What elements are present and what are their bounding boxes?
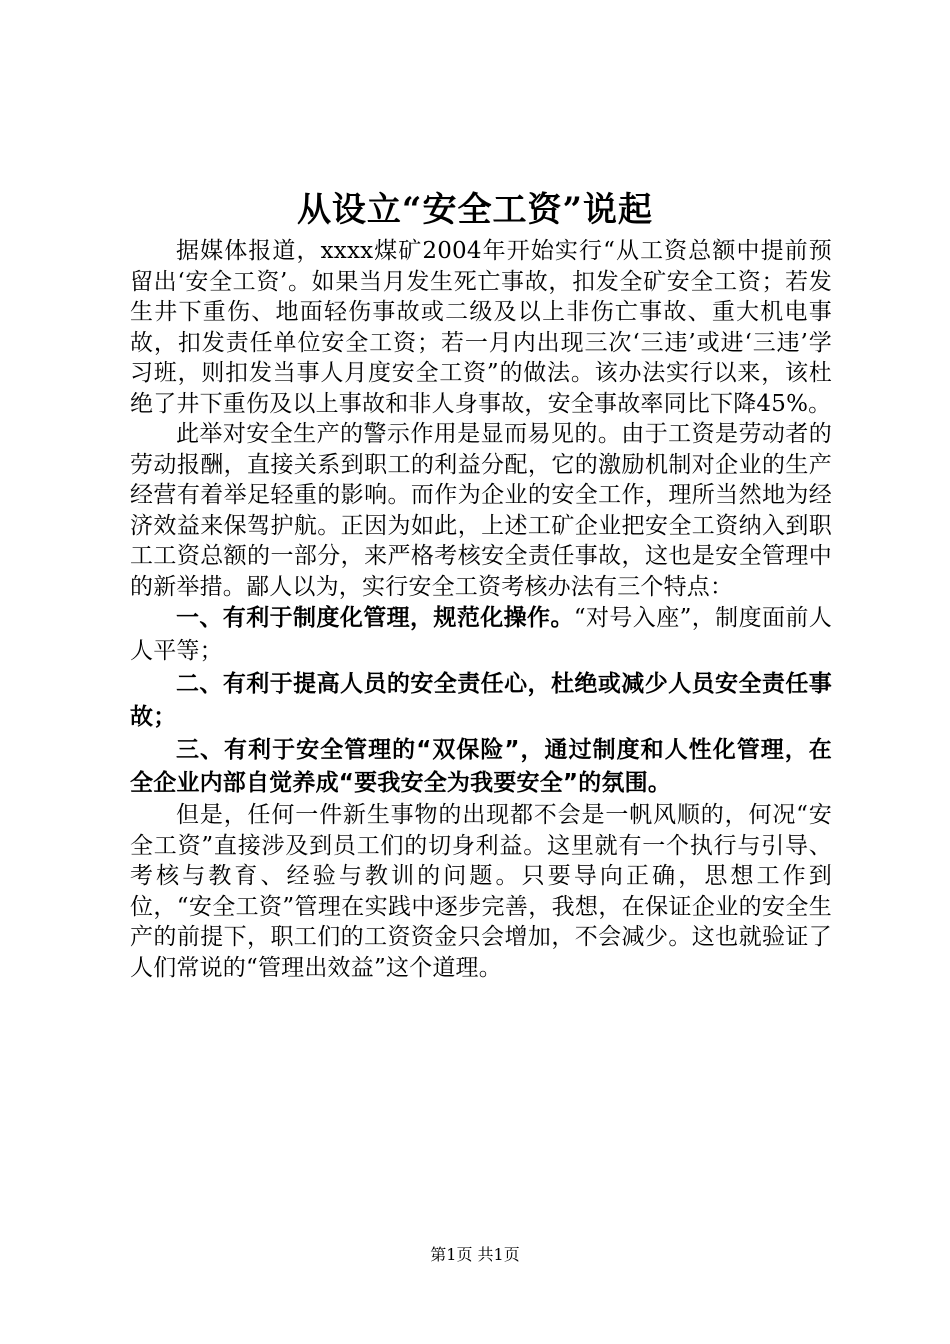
paragraph-intro: 据媒体报道，xxxx煤矿2004年开始实行“从工资总额中提前预留出‘安全工资’。如果当月发生死亡事故，扣发全矿安全工资；若发生井下重伤、地面轻伤事故或二级及以上非伤亡事故、重大机电事故，扣发责任单位安全工资；若一月内出现三次‘三违’或进‘三违’学习班，则扣发当事人月度安全工资”的做法。该办法实行以来，该杜绝了井下重伤及以上事故和非人身事故，安全事故率同比下降45%。 bbox=[130, 238, 832, 417]
document-body bbox=[130, 236, 832, 983]
point-one-heading: 一、有利于制度化管理，规范化操作。 bbox=[176, 605, 574, 631]
paragraph-conclusion: 但是，任何一件新生事物的出现都不会是一帆风顺的，何况“安全工资”直接涉及到员工们的切身利益。这里就有一个执行与引导、考核与教育、经验与教训的问题。只要导向正确，思想工作到位，“安全工资”管理在实践中逐步完善，我想，在保证企业的安全生产的前提下，职工们的工资资金只会增加，不会减少。这也就验证了人们常说的“管理出效益”这个道理。 bbox=[130, 802, 832, 981]
point-one-text: “对号入座”，制度面前人人平等； bbox=[130, 605, 832, 664]
paragraph-point-three: 三、有利于安全管理的“双保险”，通过制度和人性化管理，在全企业内部自觉养成“要我安全为我要安全”的氛围。 bbox=[130, 737, 832, 796]
paragraph-point-one bbox=[130, 602, 832, 668]
document-title: 从设立“安全工资”说起 bbox=[296, 190, 654, 230]
paragraph-analysis: 此举对安全生产的警示作用是显而易见的。由于工资是劳动者的劳动报酬，直接关系到职工的利益分配，它的激励机制对企业的生产经营有着举足轻重的影响。而作为企业的安全工作，理所当然地为经济效益来保驾护航。正因为如此，上述工矿企业把安全工资纳入到职工工资总额的一部分，来严格考核安全责任事故，这也是安全管理中的新举措。鄙人以为，实行安全工资考核办法有三个特点： bbox=[130, 421, 832, 600]
paragraph-point-two: 二、有利于提高人员的安全责任心，杜绝或减少人员安全责任事故； bbox=[130, 671, 832, 730]
page-footer: 第1页 共1页 bbox=[430, 1245, 520, 1264]
